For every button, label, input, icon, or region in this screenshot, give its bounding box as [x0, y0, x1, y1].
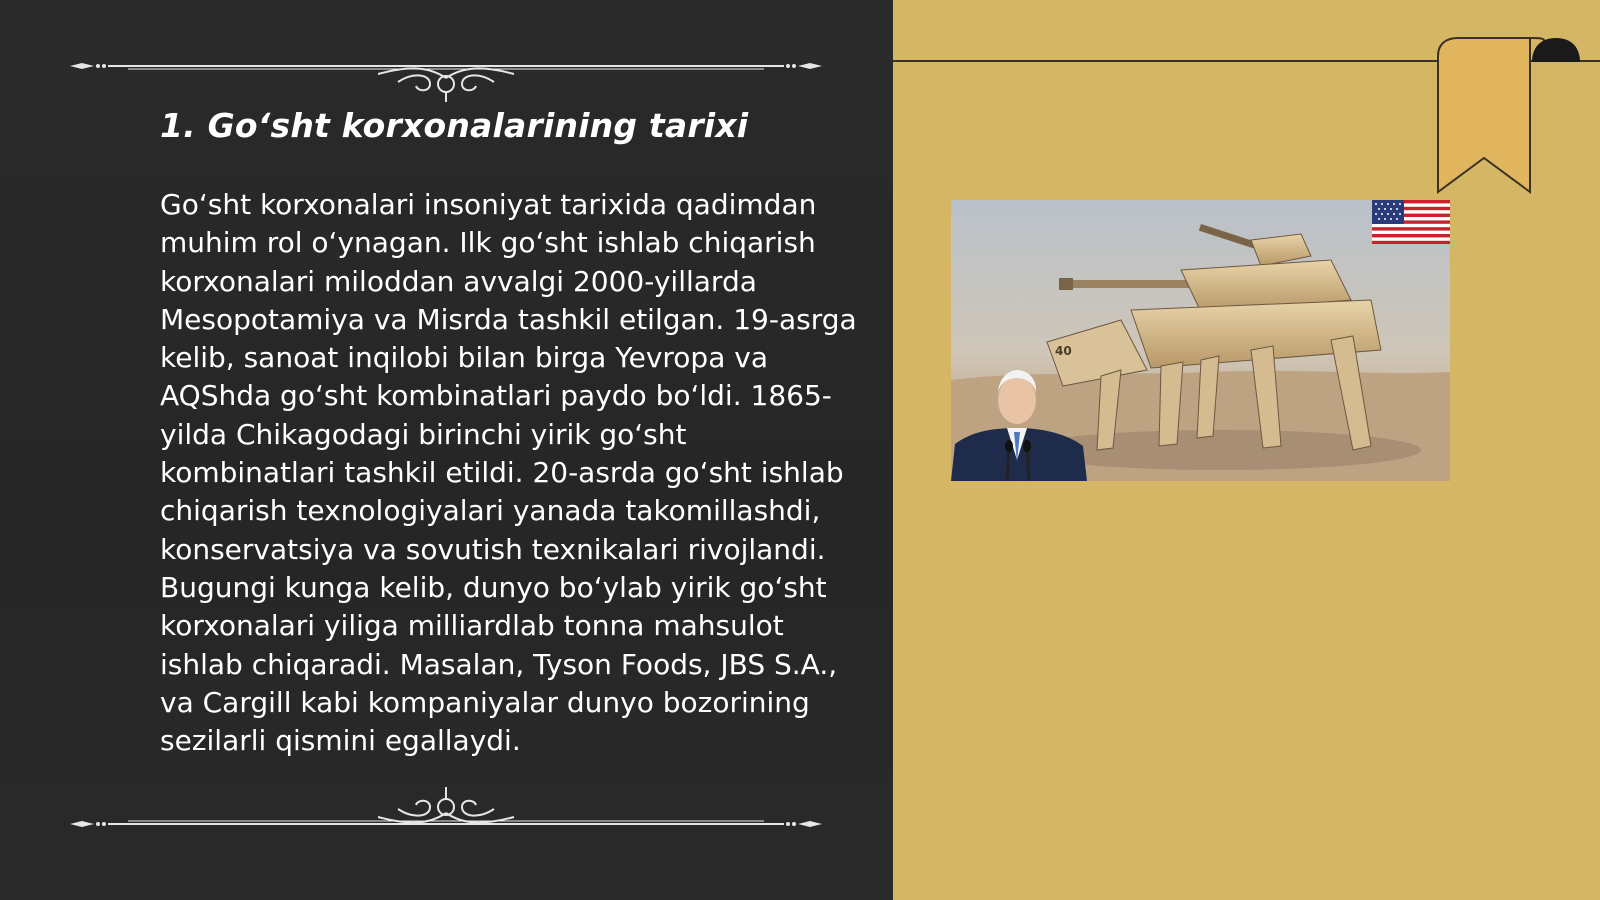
slide-title: 1. Go‘sht korxonalarining tarixi — [160, 106, 749, 145]
slide-illustration — [951, 200, 1450, 481]
bookmark-ribbon-icon — [1436, 36, 1584, 198]
top-ornament-divider — [68, 52, 824, 102]
robot-number-label: 40 — [1055, 344, 1072, 358]
bottom-ornament-divider — [68, 785, 824, 835]
flag-icon — [1372, 200, 1450, 244]
slide-body-text: Go‘sht korxonalari insoniyat tarixida qadimdan muhim rol o‘ynagan. Ilk go‘sht ishlab chiqarish korxonalari miloddan avvalgi 2000-yillarda Mesopotamiya va Misrda tashkil etilgan. 19-asrga kelib, sanoat inqilobi bilan birga Yevropa va AQShda go‘sht kombinatlari paydo bo‘ldi. 1865-yilda Chikagodagi birinchi yirik go‘sht kombinatlari tashkil etildi. 20-asrda go‘sht ishlab chiqarish texnologiyalari yanada takomillashdi, konservatsiya va sovutish texnikalari rivojlandi. Bugungi kunga kelib, dunyo bo‘ylab yirik go‘sht korxonalari yiliga milliardlab tonna mahsulot ishlab chiqaradi. Masalan, Tyson Foods, JBS S.A., va Cargill kabi kompaniyalar dunyo bozorining sezilarli qismini egallaydi. — [160, 188, 857, 758]
